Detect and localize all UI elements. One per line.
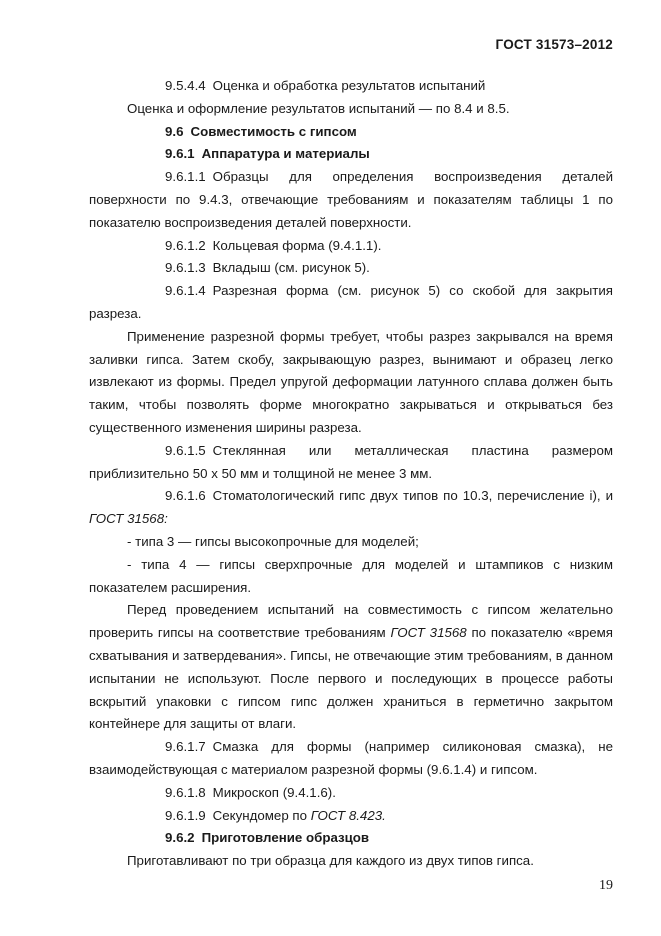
document-body — [89, 75, 613, 873]
clause-number: 9.5.4.4 — [165, 78, 206, 93]
page-number: 19 — [599, 878, 613, 893]
clause-text: Разрезная форма (см. рисунок 5) со скобой для закрытия разреза. — [89, 283, 613, 321]
split-form-paragraph: Применение разрезной формы требует, чтобы разрез закрывался на время заливки гипса. Затем скобу, закрывающую разрез, вынимают и образец легко извлекают из формы. Предел упругой деформации латунного сплава должен быть таким, чтобы позволять форме многократно закрываться и открываться без существенного изменения ширины разреза. — [89, 328, 613, 435]
evaluation-paragraph: Оценка и оформление результатов испытаний — по 8.4 и 8.5. — [127, 100, 510, 116]
clause-number: 9.6.1.6 — [165, 488, 206, 504]
clause-9-6-1-1 — [89, 166, 613, 234]
clause-9-6-1-3 — [89, 257, 613, 280]
standard-reference: ГОСТ 31568: — [89, 511, 168, 527]
clause-number: 9.6.1.5 — [165, 442, 206, 458]
clause-9-5-4-4 — [89, 75, 613, 98]
clause-9-6-1-7 — [89, 736, 613, 782]
clause-text: Оценка и обработка результатов испытаний — [212, 78, 486, 93]
clause-number: 9.6.1.7 — [165, 739, 206, 755]
paragraph-text: по показателю «время схватывания и затвердевания». Гипсы, не отвечающие этим требованиям, в данном испытании не используют. После первого и последующих в процессе работы вскрытий упаковки с гипсом гипс должен храниться в герметично закрытом контейнере для защиты от влаги. — [89, 625, 614, 732]
clause-number: 9.6.1.8 — [165, 784, 206, 800]
section-number: 9.6.2 — [165, 830, 195, 846]
clause-text: Стеклянная или металлическая пластина размером приблизительно 50 х 50 мм и толщиной не менее 3 мм. — [89, 442, 613, 481]
clause-9-6-1-4 — [89, 280, 613, 326]
preparation-paragraph: Приготавливают по три образца для каждого из двух типов гипса. — [127, 853, 534, 869]
clause-text: Смазка для формы (например силиконовая смазка), не взаимодействующая с материалом разрезной формы (9.6.1.4) и гипсом. — [89, 739, 613, 777]
clause-9-6-1-6 — [89, 485, 613, 531]
section-title: Аппаратура и материалы — [201, 146, 370, 162]
clause-text: Образцы для определения воспроизведения деталей поверхности по 9.4.3, отвечающие требованиям и показателям таблицы 1 по показателю воспроизведения деталей поверхности. — [89, 169, 613, 230]
clause-text: Вкладыш (см. рисунок 5). — [212, 260, 370, 276]
clause-number: 9.6.1.3 — [165, 260, 206, 276]
list-item-type-4: - типа 4 — гипсы сверхпрочные для моделей и штампиков с низким показателем расширения. — [89, 556, 613, 595]
clause-9-6-1-9 — [89, 805, 613, 828]
section-title: Совместимость с гипсом — [190, 123, 357, 139]
clause-number: 9.6.1.4 — [165, 283, 206, 299]
clause-text: Стоматологический гипс двух типов по 10.3, перечисление i), и — [212, 488, 613, 504]
standard-reference: ГОСТ 8.423. — [310, 807, 386, 823]
document-code-header: ГОСТ 31573–2012 — [495, 37, 613, 52]
clause-9-6-1-2 — [89, 235, 613, 258]
section-9-6-1-heading — [89, 143, 613, 166]
clause-9-6-1-5 — [89, 440, 613, 486]
section-9-6-heading — [89, 121, 613, 144]
section-number: 9.6.1 — [165, 146, 195, 162]
clause-9-6-1-8 — [89, 782, 613, 805]
clause-number: 9.6.1.1 — [165, 169, 206, 185]
section-number: 9.6 — [165, 123, 184, 139]
clause-number: 9.6.1.9 — [165, 807, 206, 823]
paragraph-text: Перед проведением испытаний на совместимость с гипсом желательно проверить гипсы на соответствие требованиям — [89, 602, 613, 641]
section-title: Приготовление образцов — [201, 830, 370, 846]
gypsum-check-paragraph — [89, 599, 613, 736]
clause-number: 9.6.1.2 — [165, 237, 206, 253]
clause-text: Микроскоп (9.4.1.6). — [212, 784, 336, 800]
section-9-6-2-heading — [89, 827, 613, 850]
clause-text: Кольцевая форма (9.4.1.1). — [212, 237, 382, 253]
standard-reference: ГОСТ 31568 — [390, 625, 467, 641]
clause-text: Секундомер по — [212, 807, 308, 823]
list-item-type-3: - типа 3 — гипсы высокопрочные для моделей; — [127, 533, 419, 549]
